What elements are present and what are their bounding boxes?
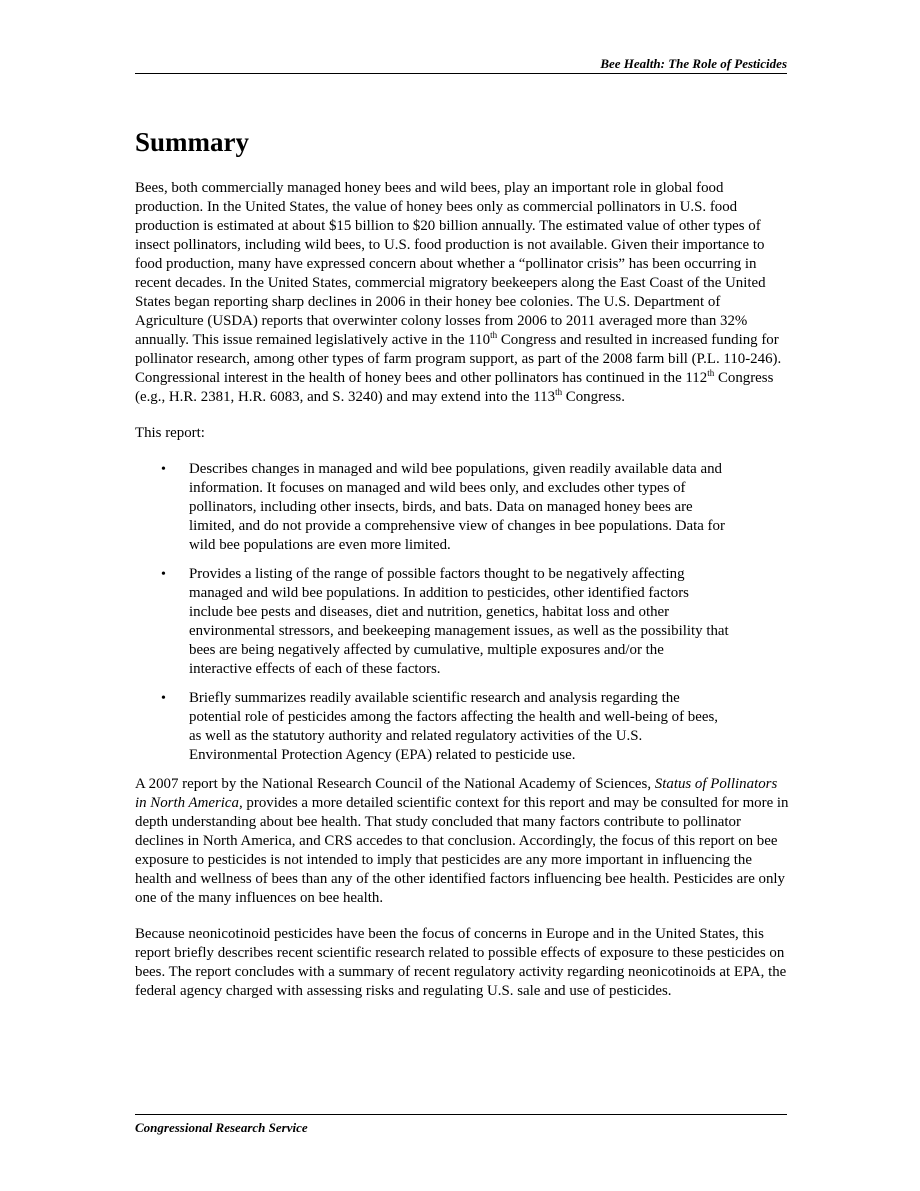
superscript-th: th xyxy=(707,368,715,378)
bullet-icon: • xyxy=(161,567,166,582)
report-intro-line: This report: xyxy=(135,425,205,441)
page-header xyxy=(135,56,787,74)
list-item-text: Briefly summarizes readily available scientific research and analysis regarding the potential role of pesticides among the factors affecting the health and well-being of bees, as well as the statutory authority and related regulatory activities of the U.S. Environmental Protection Agency (EPA) related to pesticide use. xyxy=(189,690,718,763)
header-rule xyxy=(135,73,787,74)
summary-paragraph xyxy=(135,179,790,407)
footer-text: Congressional Research Service xyxy=(135,1120,308,1135)
list-item-text: Provides a listing of the range of possible factors thought to be negatively affecting managed and wild bee populations. In addition to pesticides, other identified factors include bee pests and diseases, diet and nutrition, genetics, habitat loss and other environmental stressors, and beekeeping management issues, as well as the possibility that bees are being negatively affected by cumulative, multiple exposures and/or the interactive effects of each of these factors. xyxy=(189,566,729,677)
bullet-icon: • xyxy=(161,462,166,477)
list-item xyxy=(135,460,790,555)
summary-text-4: Congress. xyxy=(562,389,625,405)
list-item xyxy=(135,689,790,765)
superscript-th: th xyxy=(555,387,563,397)
list-item-text: Describes changes in managed and wild bee populations, given readily available data and information. It focuses on managed and wild bees only, and excludes other types of pollinators, including other insects, birds, and bats. Data on managed honey bees are limited, and do not provide a comprehensive view of changes in bee populations. Data for wild bee populations are even more limited. xyxy=(189,461,725,553)
running-header-title: Bee Health: The Role of Pesticides xyxy=(600,56,787,71)
summary-text-3: Congress (e.g., H.R. 2381, H.R. 6083, and S. 3240) and may extend into the 113 xyxy=(135,370,774,405)
list-item xyxy=(135,565,790,679)
document-body xyxy=(135,126,790,1018)
neonicotinoid-paragraph: Because neonicotinoid pesticides have been the focus of concerns in Europe and in the United States, this report briefly describes recent scientific research related to possible effects of exposure to these pesticides on bees. The report concludes with a summary of recent regulatory activity regarding neonicotinoids at EPA, the federal agency charged with assessing risks and regulating U.S. sale and use of pesticides. xyxy=(135,926,787,999)
report-bullet-list xyxy=(135,460,790,765)
nrc-text-2: provides a more detailed scientific context for this report and may be consulted for more in depth understanding about bee health. That study concluded that many factors contribute to pollinator declines in North America, and CRS accedes to that conclusion. Accordingly, the focus of this report on bee exposure to pesticides is not intended to imply that pesticides are any more important in influencing the health and wellness of bees than any of the other identified factors influencing bee health. Pesticides are only one of the many influences on bee health. xyxy=(135,795,789,906)
section-heading: Summary xyxy=(135,127,249,157)
nrc-report-paragraph xyxy=(135,775,790,908)
superscript-th: th xyxy=(490,330,498,340)
summary-text-2: Congress and resulted in increased funding for pollinator research, among other types of farm program support, as part of the 2008 farm bill (P.L. 110-246). Congressional interest in the health of honey bees and other pollinators has continued in the 112 xyxy=(135,332,782,386)
nrc-text-1: A 2007 report by the National Research Council of the National Academy of Sciences, xyxy=(135,776,655,792)
page-footer xyxy=(135,1114,787,1136)
report-title-italic: Status of Pollinators in North America, xyxy=(135,776,778,811)
summary-text-1: Bees, both commercially managed honey bees and wild bees, play an important role in global food production. In the United States, the value of honey bees only as commercial pollinators in U.S. food production is estimated at about $15 billion to $20 billion annually. The estimated value of other types of insect pollinators, including wild bees, to U.S. food production is not available. Given their importance to food production, many have expressed concern about whether a “pollinator crisis” has been occurring in recent decades. In the United States, commercial migratory beekeepers along the East Coast of the United States began reporting sharp declines in 2006 in their honey bee colonies. The U.S. Department of Agriculture (USDA) reports that overwinter colony losses from 2006 to 2011 averaged more than 32% annually. This issue remained legislatively active in the 110 xyxy=(135,180,766,348)
bullet-icon: • xyxy=(161,691,166,706)
